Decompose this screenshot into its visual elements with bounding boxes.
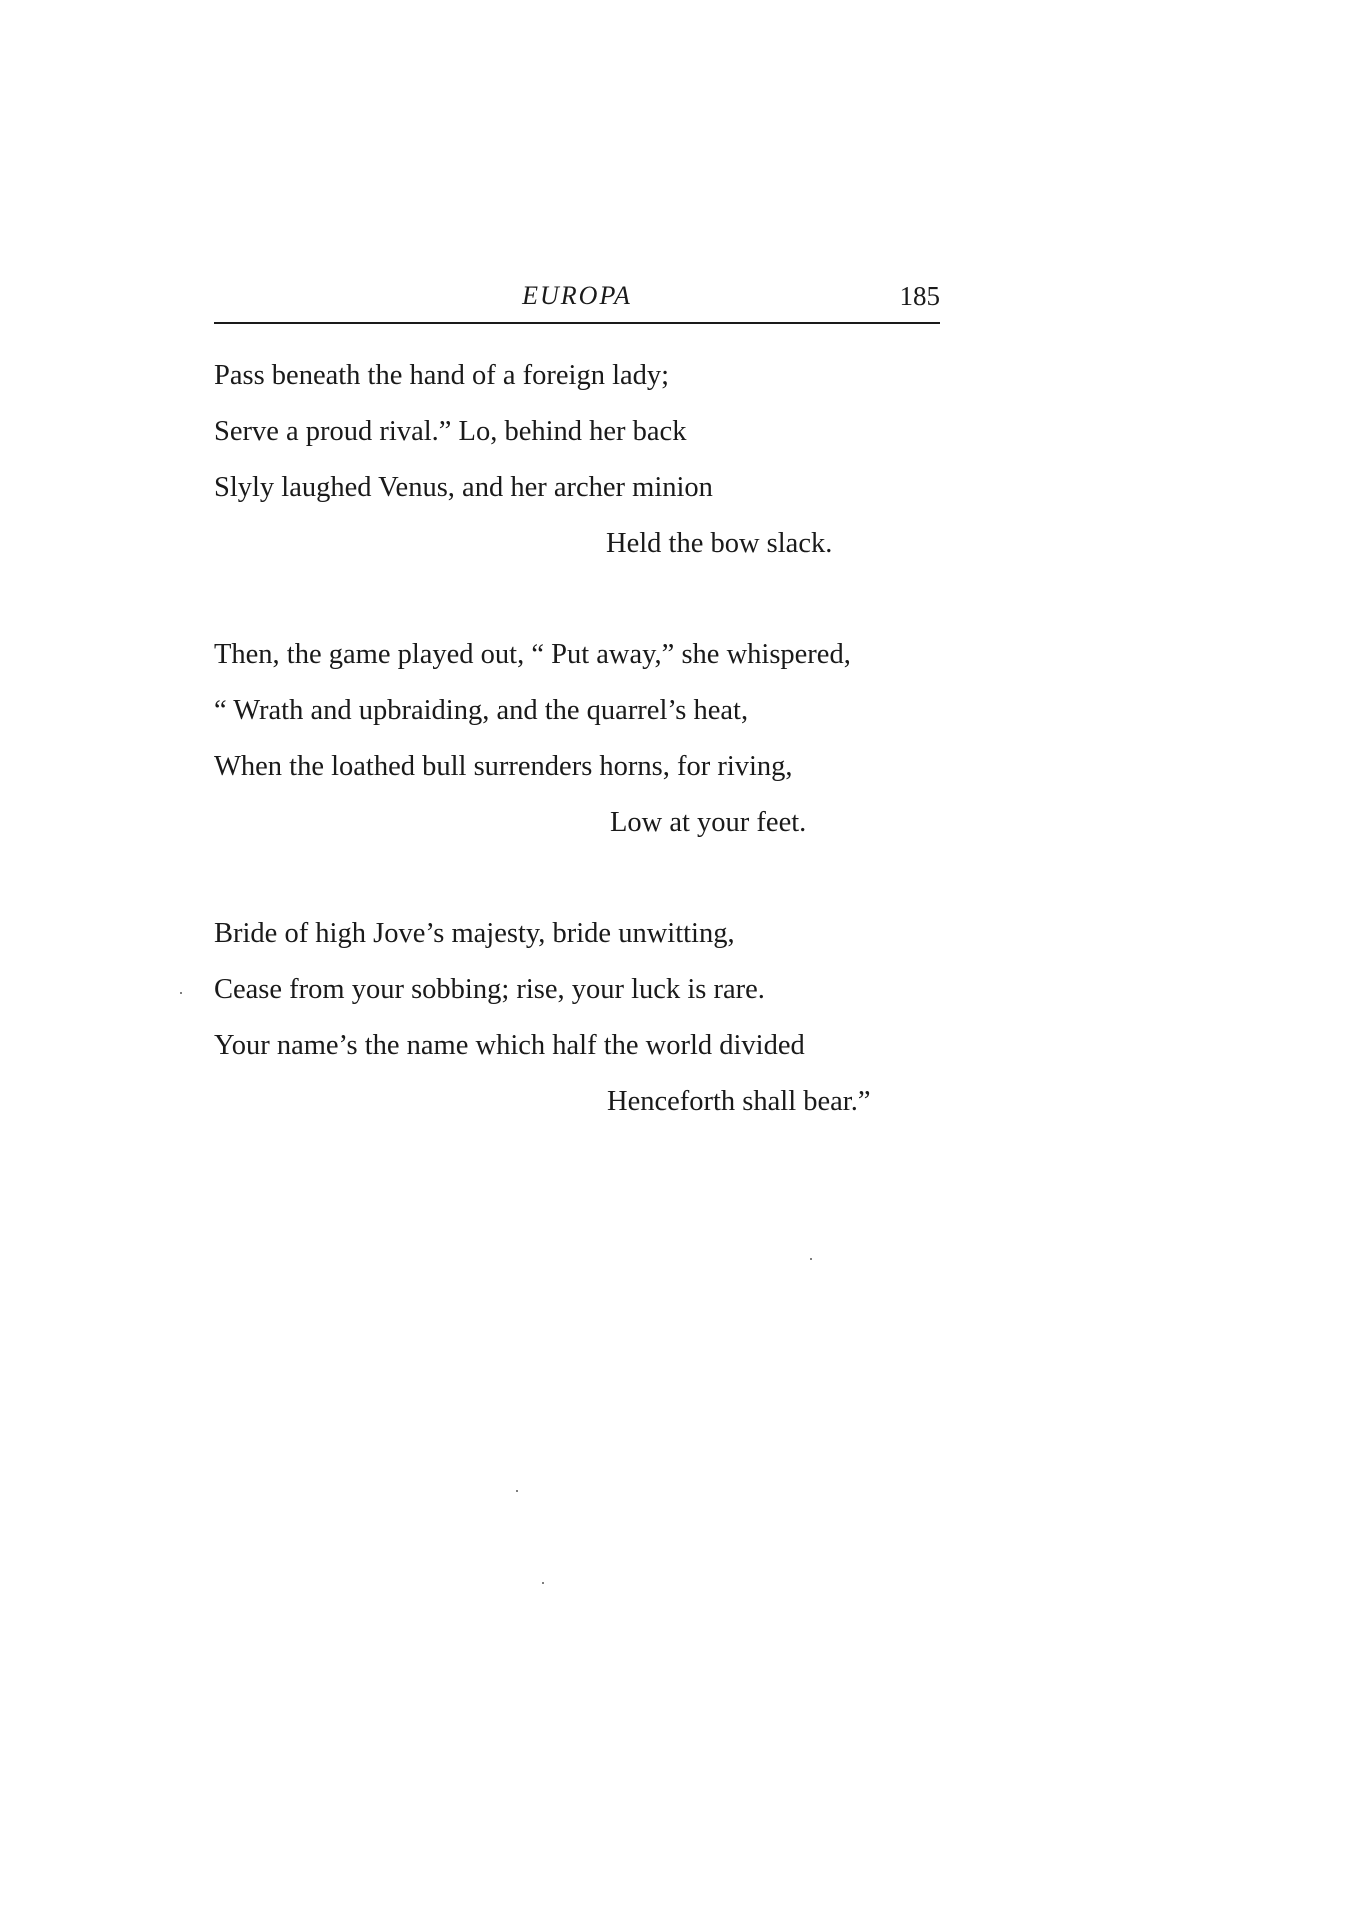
running-head [214, 276, 940, 316]
scan-speck [542, 1582, 544, 1584]
poem-line: Bride of high Jove’s majesty, bride unwitting, [214, 918, 735, 949]
poem-line: Cease from your sobbing; rise, your luck is rare. [214, 974, 765, 1005]
poem-line-adonic: Low at your feet. [610, 807, 807, 838]
poem-line: When the loathed bull surrenders horns, for riving, [214, 751, 793, 782]
page-number: 185 [899, 281, 940, 311]
poem-line-adonic: Held the bow slack. [606, 528, 833, 559]
poem-line-adonic: Henceforth shall bear.” [607, 1086, 871, 1117]
stanza-1 [214, 348, 954, 572]
stanza-2 [214, 627, 954, 851]
scan-speck [180, 992, 182, 994]
poem-line: Serve a proud rival.” Lo, behind her back [214, 416, 687, 447]
scan-speck [810, 1258, 812, 1260]
stanza-3 [214, 906, 954, 1130]
poem-line: Pass beneath the hand of a foreign lady; [214, 360, 670, 391]
poem-line: Slyly laughed Venus, and her archer minion [214, 472, 713, 503]
header-rule [214, 322, 940, 324]
running-title: EUROPA [522, 281, 632, 310]
scan-speck [516, 1490, 518, 1492]
poem-line: “ Wrath and upbraiding, and the quarrel’s heat, [214, 695, 749, 726]
poem [214, 348, 954, 1185]
poem-line: Your name’s the name which half the world divided [214, 1030, 805, 1061]
poem-line: Then, the game played out, “ Put away,” she whispered, [214, 639, 851, 670]
